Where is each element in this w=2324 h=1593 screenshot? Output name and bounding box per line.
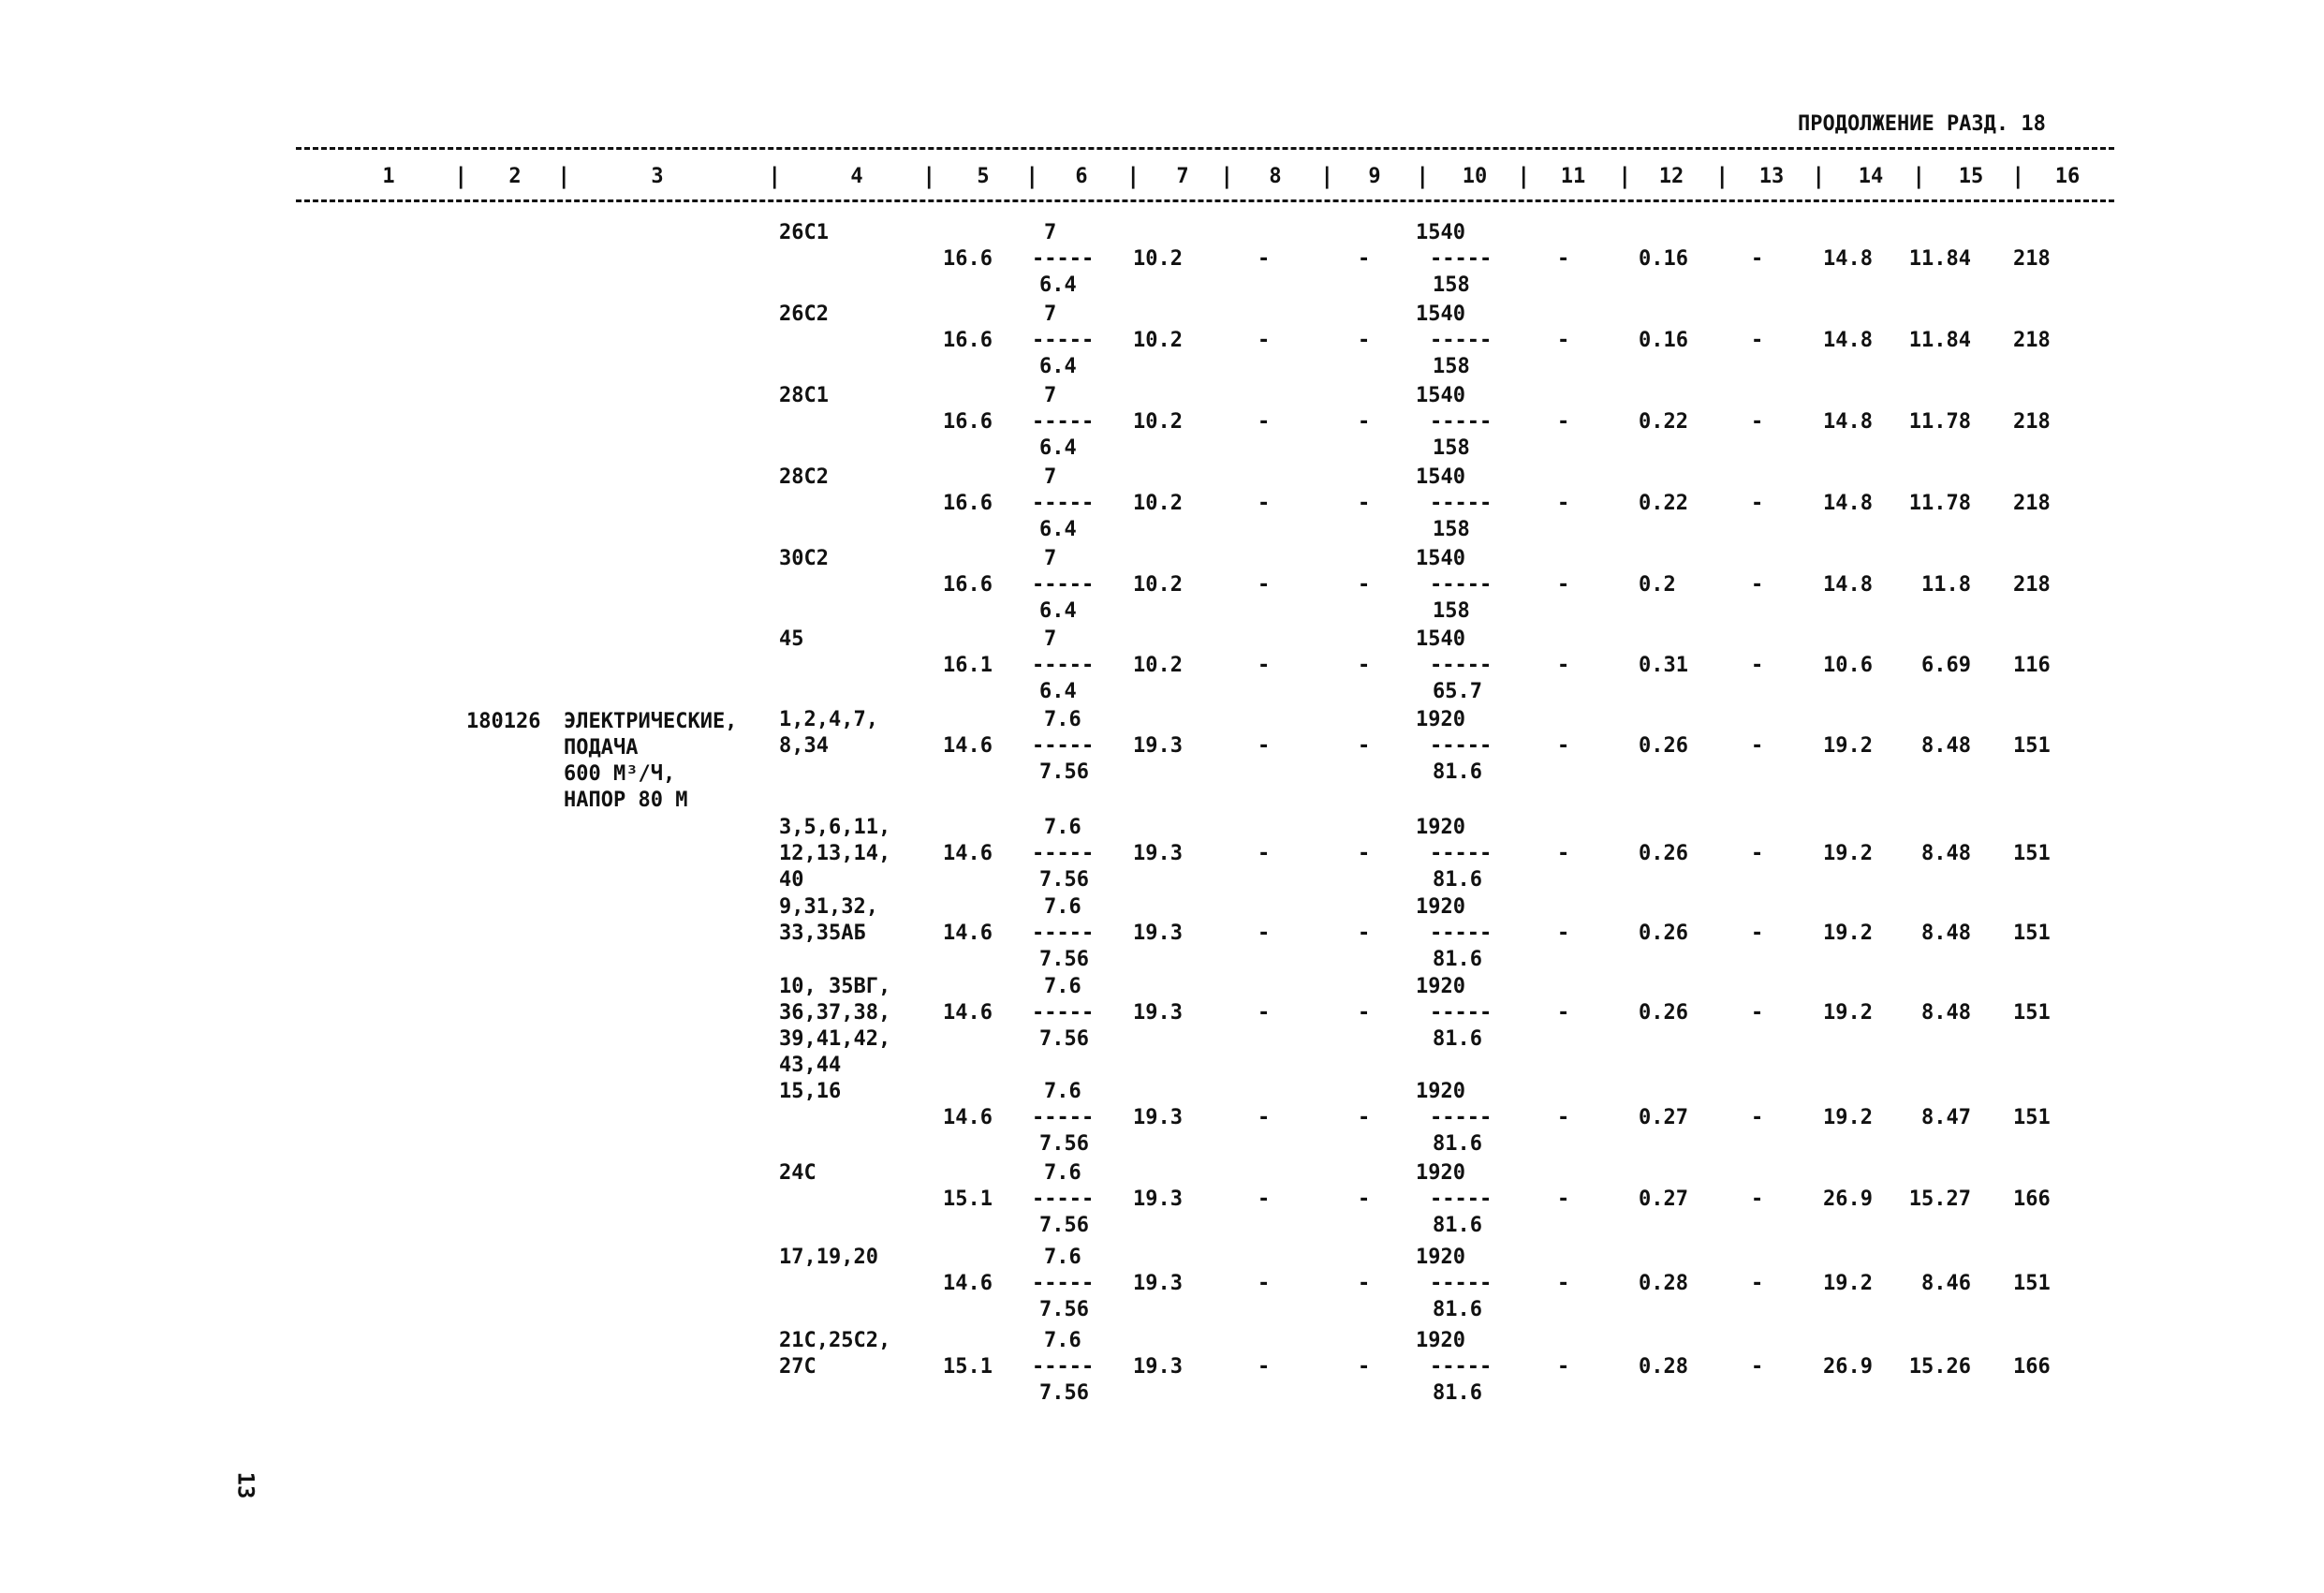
cell-c5: 14.6 bbox=[943, 1272, 993, 1295]
cell-c6-line: ----- bbox=[1032, 492, 1095, 515]
cell-c8: - bbox=[1258, 247, 1271, 271]
cell-c13: - bbox=[1751, 492, 1764, 515]
cell-c11: - bbox=[1557, 573, 1570, 597]
cell-c15: 15.26 bbox=[1908, 1355, 1971, 1379]
cell-c14: 19.2 bbox=[1823, 1272, 1873, 1295]
cell-c10-line: ----- bbox=[1430, 329, 1493, 352]
cell-c6-line: ----- bbox=[1032, 1106, 1095, 1129]
cell-c13: - bbox=[1751, 922, 1764, 945]
cell-c4: 26С2 bbox=[779, 302, 829, 326]
cell-c16: 151 bbox=[2013, 1106, 2051, 1129]
cell-c12: 0.27 bbox=[1639, 1187, 1688, 1211]
cell-c7: 19.3 bbox=[1133, 734, 1183, 758]
group-code: 180126 bbox=[466, 710, 541, 733]
cell-c12: 0.31 bbox=[1639, 654, 1688, 677]
cell-c11: - bbox=[1557, 329, 1570, 352]
cell-c11: - bbox=[1557, 842, 1570, 865]
cell-c13: - bbox=[1751, 1355, 1764, 1379]
cell-c13: - bbox=[1751, 842, 1764, 865]
column-header-12: 12 bbox=[1658, 165, 1684, 188]
column-header-7: 7 bbox=[1176, 165, 1189, 188]
cell-c6-line: ----- bbox=[1032, 573, 1095, 597]
column-header-15: 15 bbox=[1958, 165, 1984, 188]
cell-c4: 40 bbox=[779, 868, 804, 892]
cell-c10-bottom: 81.6 bbox=[1433, 1132, 1482, 1156]
cell-c6-line: ----- bbox=[1032, 654, 1095, 677]
cell-c10-line: ----- bbox=[1430, 842, 1493, 865]
cell-c16: 151 bbox=[2013, 1272, 2051, 1295]
cell-c10-bottom: 81.6 bbox=[1433, 760, 1482, 784]
cell-c15: 11.8 bbox=[1921, 573, 1971, 597]
cell-c13: - bbox=[1751, 329, 1764, 352]
cell-c11: - bbox=[1557, 1272, 1570, 1295]
cell-c10-line: ----- bbox=[1430, 1355, 1493, 1379]
cell-c9: - bbox=[1358, 492, 1371, 515]
cell-c15: 8.47 bbox=[1921, 1106, 1971, 1129]
cell-c4: 8,34 bbox=[779, 734, 829, 758]
cell-c9: - bbox=[1358, 1106, 1371, 1129]
cell-c6-top: 7 bbox=[1044, 465, 1057, 489]
cell-c6-top: 7.6 bbox=[1044, 1329, 1081, 1352]
column-header-3: 3 bbox=[651, 165, 664, 188]
cell-c7: 10.2 bbox=[1133, 573, 1183, 597]
cell-c14: 19.2 bbox=[1823, 842, 1873, 865]
cell-c13: - bbox=[1751, 654, 1764, 677]
cell-c10-top: 1540 bbox=[1416, 384, 1465, 407]
cell-c13: - bbox=[1751, 573, 1764, 597]
cell-c10-top: 1920 bbox=[1416, 708, 1465, 731]
cell-c10-top: 1920 bbox=[1416, 1246, 1465, 1269]
column-header-16: 16 bbox=[2054, 165, 2081, 188]
cell-c16: 166 bbox=[2013, 1187, 2051, 1211]
column-header-1: 1 bbox=[382, 165, 395, 188]
column-header-10: 10 bbox=[1462, 165, 1488, 188]
cell-c12: 0.16 bbox=[1639, 247, 1688, 271]
cell-c10-line: ----- bbox=[1430, 573, 1493, 597]
cell-c6-line: ----- bbox=[1032, 1355, 1095, 1379]
column-separator: | bbox=[1517, 163, 1531, 189]
cell-c16: 218 bbox=[2013, 573, 2051, 597]
cell-c9: - bbox=[1358, 573, 1371, 597]
cell-c10-bottom: 81.6 bbox=[1433, 948, 1482, 971]
cell-c10-bottom: 81.6 bbox=[1433, 1298, 1482, 1321]
cell-c16: 151 bbox=[2013, 842, 2051, 865]
cell-c9: - bbox=[1358, 842, 1371, 865]
cell-c5: 16.6 bbox=[943, 329, 993, 352]
cell-c11: - bbox=[1557, 654, 1570, 677]
cell-c11: - bbox=[1557, 1001, 1570, 1025]
cell-c9: - bbox=[1358, 922, 1371, 945]
cell-c11: - bbox=[1557, 1187, 1570, 1211]
cell-c6-top: 7 bbox=[1044, 302, 1057, 326]
cell-c10-line: ----- bbox=[1430, 1001, 1493, 1025]
cell-c7: 10.2 bbox=[1133, 410, 1183, 434]
cell-c8: - bbox=[1258, 654, 1271, 677]
cell-c4: 36,37,38, bbox=[779, 1001, 891, 1025]
cell-c12: 0.26 bbox=[1639, 1001, 1688, 1025]
cell-c4: 3,5,6,11, bbox=[779, 816, 891, 839]
cell-c15: 11.78 bbox=[1908, 492, 1971, 515]
cell-c11: - bbox=[1557, 1106, 1570, 1129]
cell-c11: - bbox=[1557, 410, 1570, 434]
cell-c12: 0.22 bbox=[1639, 492, 1688, 515]
cell-c9: - bbox=[1358, 1272, 1371, 1295]
cell-c11: - bbox=[1557, 247, 1570, 271]
cell-c6-top: 7 bbox=[1044, 627, 1057, 651]
cell-c16: 151 bbox=[2013, 734, 2051, 758]
cell-c14: 14.8 bbox=[1823, 573, 1873, 597]
cell-c10-top: 1540 bbox=[1416, 221, 1465, 244]
cell-c10-line: ----- bbox=[1430, 922, 1493, 945]
cell-c7: 19.3 bbox=[1133, 922, 1183, 945]
cell-c9: - bbox=[1358, 1001, 1371, 1025]
cell-c10-top: 1920 bbox=[1416, 816, 1465, 839]
cell-c5: 14.6 bbox=[943, 1106, 993, 1129]
cell-c10-line: ----- bbox=[1430, 492, 1493, 515]
cell-c9: - bbox=[1358, 247, 1371, 271]
cell-c6-top: 7 bbox=[1044, 221, 1057, 244]
cell-c14: 19.2 bbox=[1823, 734, 1873, 758]
cell-c16: 218 bbox=[2013, 410, 2051, 434]
cell-c4: 21С,25С2, bbox=[779, 1329, 891, 1352]
cell-c4: 1,2,4,7, bbox=[779, 708, 878, 731]
cell-c6-bottom: 6.4 bbox=[1039, 599, 1077, 623]
cell-c11: - bbox=[1557, 492, 1570, 515]
cell-c6-bottom: 7.56 bbox=[1039, 760, 1089, 784]
group-name-line: ЭЛЕКТРИЧЕСКИЕ, bbox=[564, 710, 738, 733]
column-separator: | bbox=[1126, 163, 1140, 189]
column-header-5: 5 bbox=[977, 165, 990, 188]
cell-c15: 8.48 bbox=[1921, 842, 1971, 865]
cell-c14: 14.8 bbox=[1823, 247, 1873, 271]
cell-c6-bottom: 7.56 bbox=[1039, 1214, 1089, 1237]
cell-c5: 16.6 bbox=[943, 247, 993, 271]
cell-c8: - bbox=[1258, 734, 1271, 758]
cell-c6-top: 7.6 bbox=[1044, 1246, 1081, 1269]
cell-c6-bottom: 7.56 bbox=[1039, 948, 1089, 971]
cell-c12: 0.26 bbox=[1639, 734, 1688, 758]
cell-c13: - bbox=[1751, 410, 1764, 434]
cell-c14: 10.6 bbox=[1823, 654, 1873, 677]
column-separator: | bbox=[1715, 163, 1729, 189]
cell-c6-line: ----- bbox=[1032, 329, 1095, 352]
cell-c14: 14.8 bbox=[1823, 410, 1873, 434]
column-header-9: 9 bbox=[1368, 165, 1381, 188]
cell-c12: 0.26 bbox=[1639, 842, 1688, 865]
cell-c5: 14.6 bbox=[943, 1001, 993, 1025]
cell-c14: 26.9 bbox=[1823, 1187, 1873, 1211]
cell-c16: 218 bbox=[2013, 247, 2051, 271]
cell-c5: 16.6 bbox=[943, 492, 993, 515]
cell-c10-line: ----- bbox=[1430, 1187, 1493, 1211]
group-name-line: 600 М³/Ч, bbox=[564, 762, 676, 786]
cell-c10-bottom: 65.7 bbox=[1433, 680, 1482, 703]
cell-c16: 218 bbox=[2013, 492, 2051, 515]
cell-c15: 6.69 bbox=[1921, 654, 1971, 677]
column-separator: | bbox=[454, 163, 468, 189]
cell-c10-top: 1540 bbox=[1416, 302, 1465, 326]
cell-c10-line: ----- bbox=[1430, 410, 1493, 434]
cell-c12: 0.16 bbox=[1639, 329, 1688, 352]
cell-c6-top: 7.6 bbox=[1044, 816, 1081, 839]
cell-c5: 15.1 bbox=[943, 1355, 993, 1379]
cell-c6-top: 7 bbox=[1044, 547, 1057, 570]
cell-c10-bottom: 158 bbox=[1433, 436, 1470, 460]
cell-c4: 43,44 bbox=[779, 1054, 842, 1077]
cell-c6-bottom: 7.56 bbox=[1039, 1298, 1089, 1321]
cell-c10-bottom: 158 bbox=[1433, 518, 1470, 541]
column-header-11: 11 bbox=[1560, 165, 1586, 188]
cell-c6-top: 7.6 bbox=[1044, 1161, 1081, 1185]
cell-c6-line: ----- bbox=[1032, 922, 1095, 945]
cell-c8: - bbox=[1258, 573, 1271, 597]
cell-c8: - bbox=[1258, 492, 1271, 515]
cell-c10-line: ----- bbox=[1430, 1272, 1493, 1295]
cell-c7: 19.3 bbox=[1133, 842, 1183, 865]
column-separator: | bbox=[1812, 163, 1826, 189]
cell-c6-bottom: 7.56 bbox=[1039, 1132, 1089, 1156]
cell-c6-line: ----- bbox=[1032, 1272, 1095, 1295]
cell-c5: 16.6 bbox=[943, 573, 993, 597]
cell-c9: - bbox=[1358, 734, 1371, 758]
cell-c7: 19.3 bbox=[1133, 1106, 1183, 1129]
cell-c4: 27С bbox=[779, 1355, 816, 1379]
header-rule-top bbox=[296, 147, 2114, 150]
header-rule-bottom bbox=[296, 199, 2114, 202]
cell-c10-bottom: 158 bbox=[1433, 273, 1470, 297]
column-separator: | bbox=[1912, 163, 1926, 189]
cell-c12: 0.28 bbox=[1639, 1272, 1688, 1295]
cell-c12: 0.26 bbox=[1639, 922, 1688, 945]
column-header-13: 13 bbox=[1758, 165, 1785, 188]
cell-c15: 8.48 bbox=[1921, 1001, 1971, 1025]
cell-c6-top: 7 bbox=[1044, 384, 1057, 407]
cell-c14: 19.2 bbox=[1823, 1106, 1873, 1129]
cell-c16: 218 bbox=[2013, 329, 2051, 352]
cell-c10-bottom: 81.6 bbox=[1433, 1214, 1482, 1237]
cell-c10-bottom: 81.6 bbox=[1433, 868, 1482, 892]
cell-c15: 8.48 bbox=[1921, 734, 1971, 758]
cell-c6-line: ----- bbox=[1032, 1001, 1095, 1025]
cell-c15: 11.84 bbox=[1908, 247, 1971, 271]
cell-c7: 19.3 bbox=[1133, 1187, 1183, 1211]
cell-c14: 19.2 bbox=[1823, 922, 1873, 945]
column-separator: | bbox=[2011, 163, 2025, 189]
cell-c15: 15.27 bbox=[1908, 1187, 1971, 1211]
cell-c4: 17,19,20 bbox=[779, 1246, 878, 1269]
column-header-14: 14 bbox=[1858, 165, 1884, 188]
cell-c10-top: 1540 bbox=[1416, 465, 1465, 489]
cell-c8: - bbox=[1258, 1106, 1271, 1129]
cell-c5: 15.1 bbox=[943, 1187, 993, 1211]
cell-c6-bottom: 6.4 bbox=[1039, 518, 1077, 541]
cell-c8: - bbox=[1258, 1001, 1271, 1025]
cell-c5: 16.1 bbox=[943, 654, 993, 677]
cell-c10-top: 1920 bbox=[1416, 895, 1465, 919]
cell-c13: - bbox=[1751, 1272, 1764, 1295]
cell-c6-top: 7.6 bbox=[1044, 975, 1081, 998]
cell-c10-line: ----- bbox=[1430, 654, 1493, 677]
continuation-header: ПРОДОЛЖЕНИЕ РАЗД. 18 bbox=[1798, 112, 2046, 136]
cell-c4: 45 bbox=[779, 627, 804, 651]
cell-c9: - bbox=[1358, 410, 1371, 434]
cell-c7: 19.3 bbox=[1133, 1001, 1183, 1025]
cell-c8: - bbox=[1258, 1187, 1271, 1211]
cell-c14: 26.9 bbox=[1823, 1355, 1873, 1379]
cell-c4: 10, 35ВГ, bbox=[779, 975, 891, 998]
cell-c12: 0.2 bbox=[1639, 573, 1676, 597]
cell-c14: 14.8 bbox=[1823, 329, 1873, 352]
cell-c7: 10.2 bbox=[1133, 247, 1183, 271]
cell-c6-line: ----- bbox=[1032, 842, 1095, 865]
group-name-line: НАПОР 80 М bbox=[564, 789, 688, 812]
cell-c4: 24С bbox=[779, 1161, 816, 1185]
cell-c14: 14.8 bbox=[1823, 492, 1873, 515]
cell-c10-line: ----- bbox=[1430, 1106, 1493, 1129]
cell-c10-top: 1540 bbox=[1416, 547, 1465, 570]
cell-c13: - bbox=[1751, 247, 1764, 271]
cell-c4: 15,16 bbox=[779, 1080, 842, 1103]
cell-c6-line: ----- bbox=[1032, 410, 1095, 434]
cell-c10-top: 1540 bbox=[1416, 627, 1465, 651]
column-separator: | bbox=[922, 163, 936, 189]
cell-c6-bottom: 6.4 bbox=[1039, 436, 1077, 460]
column-separator: | bbox=[557, 163, 571, 189]
column-header-6: 6 bbox=[1075, 165, 1088, 188]
cell-c6-top: 7.6 bbox=[1044, 708, 1081, 731]
cell-c12: 0.28 bbox=[1639, 1355, 1688, 1379]
cell-c9: - bbox=[1358, 1355, 1371, 1379]
cell-c14: 19.2 bbox=[1823, 1001, 1873, 1025]
cell-c12: 0.27 bbox=[1639, 1106, 1688, 1129]
cell-c6-line: ----- bbox=[1032, 1187, 1095, 1211]
cell-c11: - bbox=[1557, 734, 1570, 758]
cell-c13: - bbox=[1751, 1106, 1764, 1129]
cell-c16: 151 bbox=[2013, 922, 2051, 945]
cell-c15: 8.46 bbox=[1921, 1272, 1971, 1295]
cell-c8: - bbox=[1258, 842, 1271, 865]
cell-c8: - bbox=[1258, 922, 1271, 945]
cell-c10-bottom: 81.6 bbox=[1433, 1381, 1482, 1405]
cell-c4: 26С1 bbox=[779, 221, 829, 244]
cell-c5: 16.6 bbox=[943, 410, 993, 434]
cell-c7: 19.3 bbox=[1133, 1355, 1183, 1379]
column-header-4: 4 bbox=[850, 165, 863, 188]
column-header-8: 8 bbox=[1269, 165, 1282, 188]
cell-c4: 28С2 bbox=[779, 465, 829, 489]
cell-c4: 33,35АБ bbox=[779, 922, 866, 945]
cell-c6-line: ----- bbox=[1032, 247, 1095, 271]
cell-c13: - bbox=[1751, 1001, 1764, 1025]
cell-c8: - bbox=[1258, 1355, 1271, 1379]
cell-c8: - bbox=[1258, 329, 1271, 352]
cell-c8: - bbox=[1258, 410, 1271, 434]
cell-c10-bottom: 81.6 bbox=[1433, 1027, 1482, 1051]
cell-c10-top: 1920 bbox=[1416, 1161, 1465, 1185]
cell-c7: 10.2 bbox=[1133, 329, 1183, 352]
column-separator: | bbox=[768, 163, 782, 189]
cell-c16: 151 bbox=[2013, 1001, 2051, 1025]
cell-c6-line: ----- bbox=[1032, 734, 1095, 758]
cell-c7: 19.3 bbox=[1133, 1272, 1183, 1295]
cell-c12: 0.22 bbox=[1639, 410, 1688, 434]
cell-c4: 39,41,42, bbox=[779, 1027, 891, 1051]
column-separator: | bbox=[1320, 163, 1334, 189]
cell-c6-top: 7.6 bbox=[1044, 1080, 1081, 1103]
cell-c10-top: 1920 bbox=[1416, 1080, 1465, 1103]
cell-c15: 8.48 bbox=[1921, 922, 1971, 945]
cell-c7: 10.2 bbox=[1133, 492, 1183, 515]
cell-c6-top: 7.6 bbox=[1044, 895, 1081, 919]
cell-c11: - bbox=[1557, 922, 1570, 945]
cell-c6-bottom: 6.4 bbox=[1039, 680, 1077, 703]
cell-c4: 28С1 bbox=[779, 384, 829, 407]
cell-c15: 11.78 bbox=[1908, 410, 1971, 434]
cell-c5: 14.6 bbox=[943, 734, 993, 758]
column-separator: | bbox=[1618, 163, 1632, 189]
column-separator: | bbox=[1220, 163, 1234, 189]
cell-c9: - bbox=[1358, 329, 1371, 352]
cell-c10-line: ----- bbox=[1430, 247, 1493, 271]
cell-c16: 166 bbox=[2013, 1355, 2051, 1379]
cell-c9: - bbox=[1358, 1187, 1371, 1211]
cell-c10-bottom: 158 bbox=[1433, 599, 1470, 623]
column-separator: | bbox=[1416, 163, 1430, 189]
group-name-line: ПОДАЧА bbox=[564, 736, 639, 760]
cell-c9: - bbox=[1358, 654, 1371, 677]
cell-c5: 14.6 bbox=[943, 842, 993, 865]
cell-c15: 11.84 bbox=[1908, 329, 1971, 352]
page-number: 13 bbox=[232, 1471, 259, 1499]
cell-c6-bottom: 6.4 bbox=[1039, 273, 1077, 297]
cell-c4: 12,13,14, bbox=[779, 842, 891, 865]
cell-c11: - bbox=[1557, 1355, 1570, 1379]
cell-c7: 10.2 bbox=[1133, 654, 1183, 677]
column-header-2: 2 bbox=[508, 165, 522, 188]
cell-c8: - bbox=[1258, 1272, 1271, 1295]
cell-c6-bottom: 7.56 bbox=[1039, 868, 1089, 892]
cell-c6-bottom: 6.4 bbox=[1039, 355, 1077, 378]
cell-c4: 30С2 bbox=[779, 547, 829, 570]
cell-c4: 9,31,32, bbox=[779, 895, 878, 919]
cell-c10-top: 1920 bbox=[1416, 975, 1465, 998]
cell-c6-bottom: 7.56 bbox=[1039, 1381, 1089, 1405]
column-separator: | bbox=[1025, 163, 1039, 189]
cell-c10-line: ----- bbox=[1430, 734, 1493, 758]
cell-c10-bottom: 158 bbox=[1433, 355, 1470, 378]
cell-c13: - bbox=[1751, 1187, 1764, 1211]
cell-c16: 116 bbox=[2013, 654, 2051, 677]
cell-c6-bottom: 7.56 bbox=[1039, 1027, 1089, 1051]
cell-c5: 14.6 bbox=[943, 922, 993, 945]
cell-c10-top: 1920 bbox=[1416, 1329, 1465, 1352]
cell-c13: - bbox=[1751, 734, 1764, 758]
